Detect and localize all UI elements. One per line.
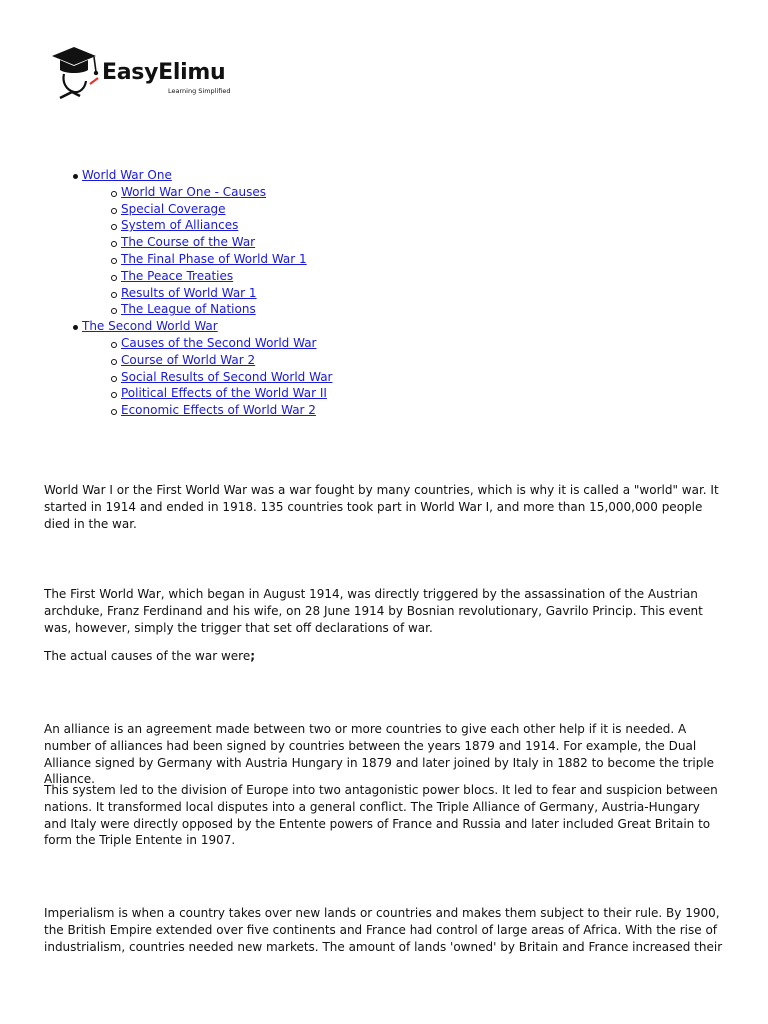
toc-subitem (82, 335, 760, 352)
logo-tagline: Learning Simplified (168, 87, 231, 95)
toc-link-social-results-wwii[interactable]: Social Results of Second World War (121, 369, 333, 384)
paragraph-causes-lead (44, 648, 726, 665)
paragraph-system: This system led to the division of Europe into two antagonistic power blocs. It led to fear and suspicion between nations. It transformed local disputes into a general conflict. The Triple Alliance of Germany, Austria-Hungary and Italy were directly opposed by the Entente powers of France and Russia and later included Great Britain to form the Triple Entente in 1907. (44, 783, 718, 848)
toc-link-second-world-war[interactable]: The Second World War (82, 319, 218, 334)
toc-link-political-effects-wwii[interactable]: Political Effects of the World War II (121, 386, 327, 401)
paragraph-alliance: An alliance is an agreement made between two or more countries to give each other help if it is needed. A number of alliances had been signed by countries between the years 1879 and 1914. For example, the Dual Alliance signed by Germany with Austria Hungary in 1879 and later joined by Italy in 1882 to become the triple Alliance. (44, 722, 715, 787)
causes-lead-punctuation: ; (250, 649, 256, 663)
toc-subitem (82, 352, 760, 369)
toc-subitem (82, 184, 760, 201)
toc-subitem (82, 285, 760, 302)
toc-link-league-of-nations[interactable]: The League of Nations (121, 302, 256, 317)
toc-subitem (82, 201, 760, 218)
paragraph-intro: World War I or the First World War was a war fought by many countries, which is why it is called a "world" war. It started in 1914 and ended in 1918. 135 countries took part in World War I, and more than 15,000,000 people died in the war. (44, 483, 719, 531)
toc-subitem (82, 301, 760, 318)
toc-subitem (82, 251, 760, 268)
toc-sublist-world-war-one (82, 184, 760, 318)
toc-link-course-of-the-war[interactable]: The Course of the War (121, 235, 256, 250)
toc-link-system-of-alliances[interactable]: System of Alliances (121, 218, 239, 233)
table-of-contents (0, 167, 760, 419)
causes-lead-text: The actual causes of the war were (44, 649, 251, 663)
toc-link-course-wwii[interactable]: Course of World War 2 (121, 352, 256, 367)
toc-subitem (82, 268, 760, 285)
toc-subitem (82, 234, 760, 251)
toc-link-special-coverage[interactable]: Special Coverage (121, 201, 226, 216)
toc-subitem (82, 217, 760, 234)
logo-brand-name: EasyElimu (102, 60, 226, 85)
toc-link-peace-treaties[interactable]: The Peace Treaties (121, 268, 234, 283)
graduation-cap-icon (50, 44, 106, 100)
toc-list (0, 167, 760, 419)
easyelimu-logo[interactable] (50, 44, 250, 100)
paragraph-trigger: The First World War, which began in August 1914, was directly triggered by the assassination of the Austrian archduke, Franz Ferdinand and his wife, on 28 June 1914 by Bosnian revolutionary, Gavrilo Princip. This event was, however, simply the trigger that set off declarations of war. (44, 587, 703, 635)
toc-link-results-wwi[interactable]: Results of World War 1 (121, 285, 257, 300)
toc-item-world-war-one (0, 167, 760, 318)
toc-link-world-war-one[interactable]: World War One (82, 168, 172, 182)
toc-item-second-world-war (0, 318, 760, 419)
toc-link-causes-wwii[interactable]: Causes of the Second World War (121, 335, 317, 350)
toc-sublist-second-world-war (82, 335, 760, 419)
toc-link-final-phase[interactable]: The Final Phase of World War 1 (121, 251, 307, 266)
toc-link-wwi-causes[interactable]: World War One - Causes (121, 184, 267, 199)
paragraph-imperialism: Imperialism is when a country takes over new lands or countries and makes them subject to their rule. By 1900, the British Empire extended over five continents and France had control of large areas of Africa. With the rise of industrialism, countries needed new markets. The amount of lands 'owned' by Britain and France increased their (44, 906, 723, 954)
toc-subitem (82, 402, 760, 419)
toc-subitem (82, 369, 760, 386)
toc-link-economic-effects-wwii[interactable]: Economic Effects of World War 2 (121, 403, 316, 418)
toc-subitem (82, 385, 760, 402)
